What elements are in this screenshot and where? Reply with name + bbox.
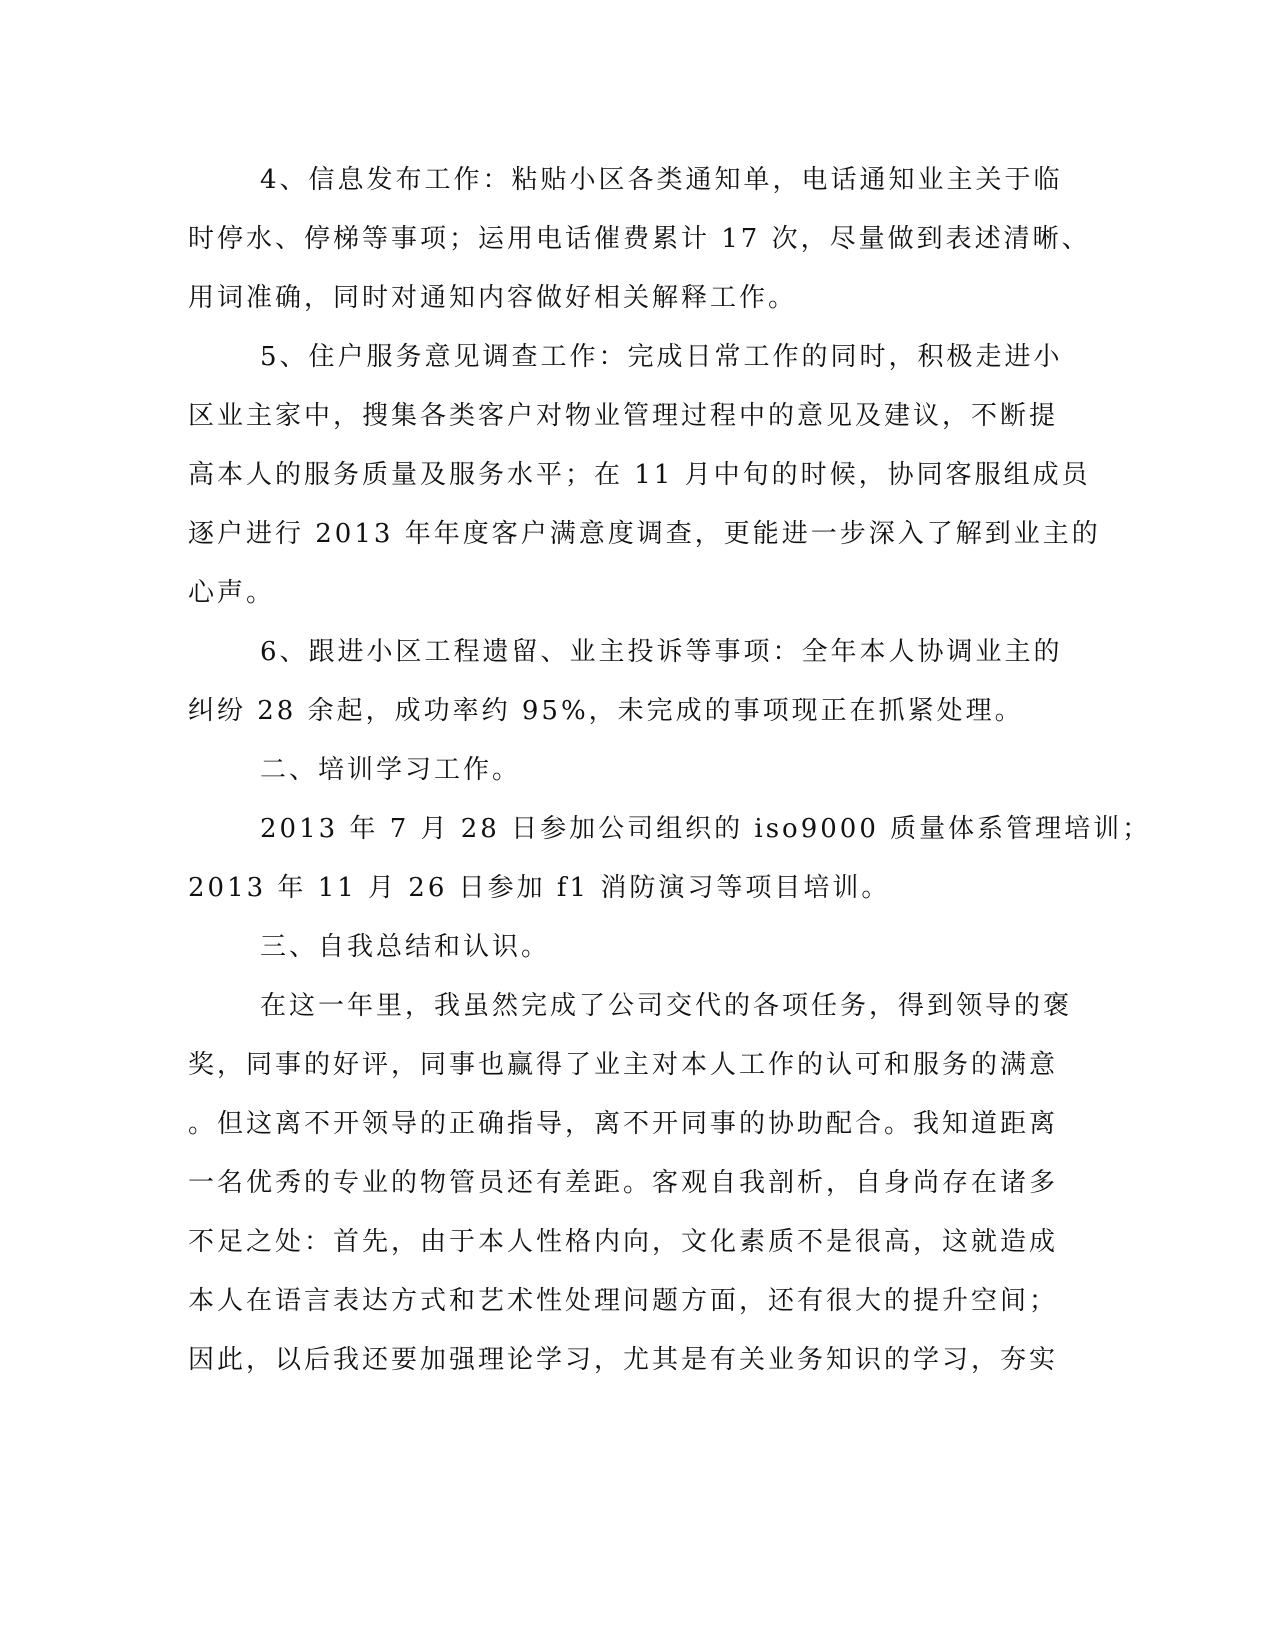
section-heading: 二、培训学习工作。 [260,755,522,785]
text-line: 因此，以后我还要加强理论学习，尤其是有关业务知识的学习，夯实 [188,1345,1059,1375]
text-line: 高本人的服务质量及服务水平；在 11 月中旬的时候，协同客服组成员 [188,460,1091,490]
text-line: 2013 年 7 月 28 日参加公司组织的 iso9000 质量体系管理培训； [260,814,1152,844]
text-line: 5、住户服务意见调查工作：完成日常工作的同时，积极走进小 [260,342,1063,372]
text-line: 一名优秀的专业的物管员还有差距。客观自我剖析，自身尚存在诸多 [188,1168,1059,1198]
text-line: 纠纷 28 余起，成功率约 95%，未完成的事项现正在抓紧处理。 [188,696,1024,726]
text-line: 。但这离不开领导的正确指导，离不开同事的协助配合。我知道距离 [188,1109,1059,1139]
text-line: 2013 年 11 月 26 日参加 f1 消防演习等项目培训。 [188,873,891,903]
text-line: 本人在语言表达方式和艺术性处理问题方面，还有很大的提升空间； [188,1286,1059,1316]
text-line: 6、跟进小区工程遗留、业主投诉等事项：全年本人协调业主的 [260,637,1063,667]
text-line: 奖，同事的好评，同事也赢得了业主对本人工作的认可和服务的满意 [188,1050,1059,1080]
section-heading: 三、自我总结和认识。 [260,932,551,962]
text-line: 时停水、停梯等事项；运用电话催费累计 17 次，尽量做到表述清晰、 [188,224,1091,254]
text-line: 4、信息发布工作：粘贴小区各类通知单，电话通知业主关于临 [260,165,1063,195]
text-line: 不足之处：首先，由于本人性格内向，文化素质不是很高，这就造成 [188,1227,1059,1257]
text-line: 心声。 [188,578,276,608]
text-line: 区业主家中，搜集各类客户对物业管理过程中的意见及建议，不断提 [188,401,1059,431]
text-line: 用词准确，同时对通知内容做好相关解释工作。 [188,283,798,313]
text-line: 在这一年里，我虽然完成了公司交代的各项任务，得到领导的褒 [260,991,1073,1021]
text-line: 逐户进行 2013 年年度客户满意度调查，更能进一步深入了解到业主的 [188,519,1101,549]
